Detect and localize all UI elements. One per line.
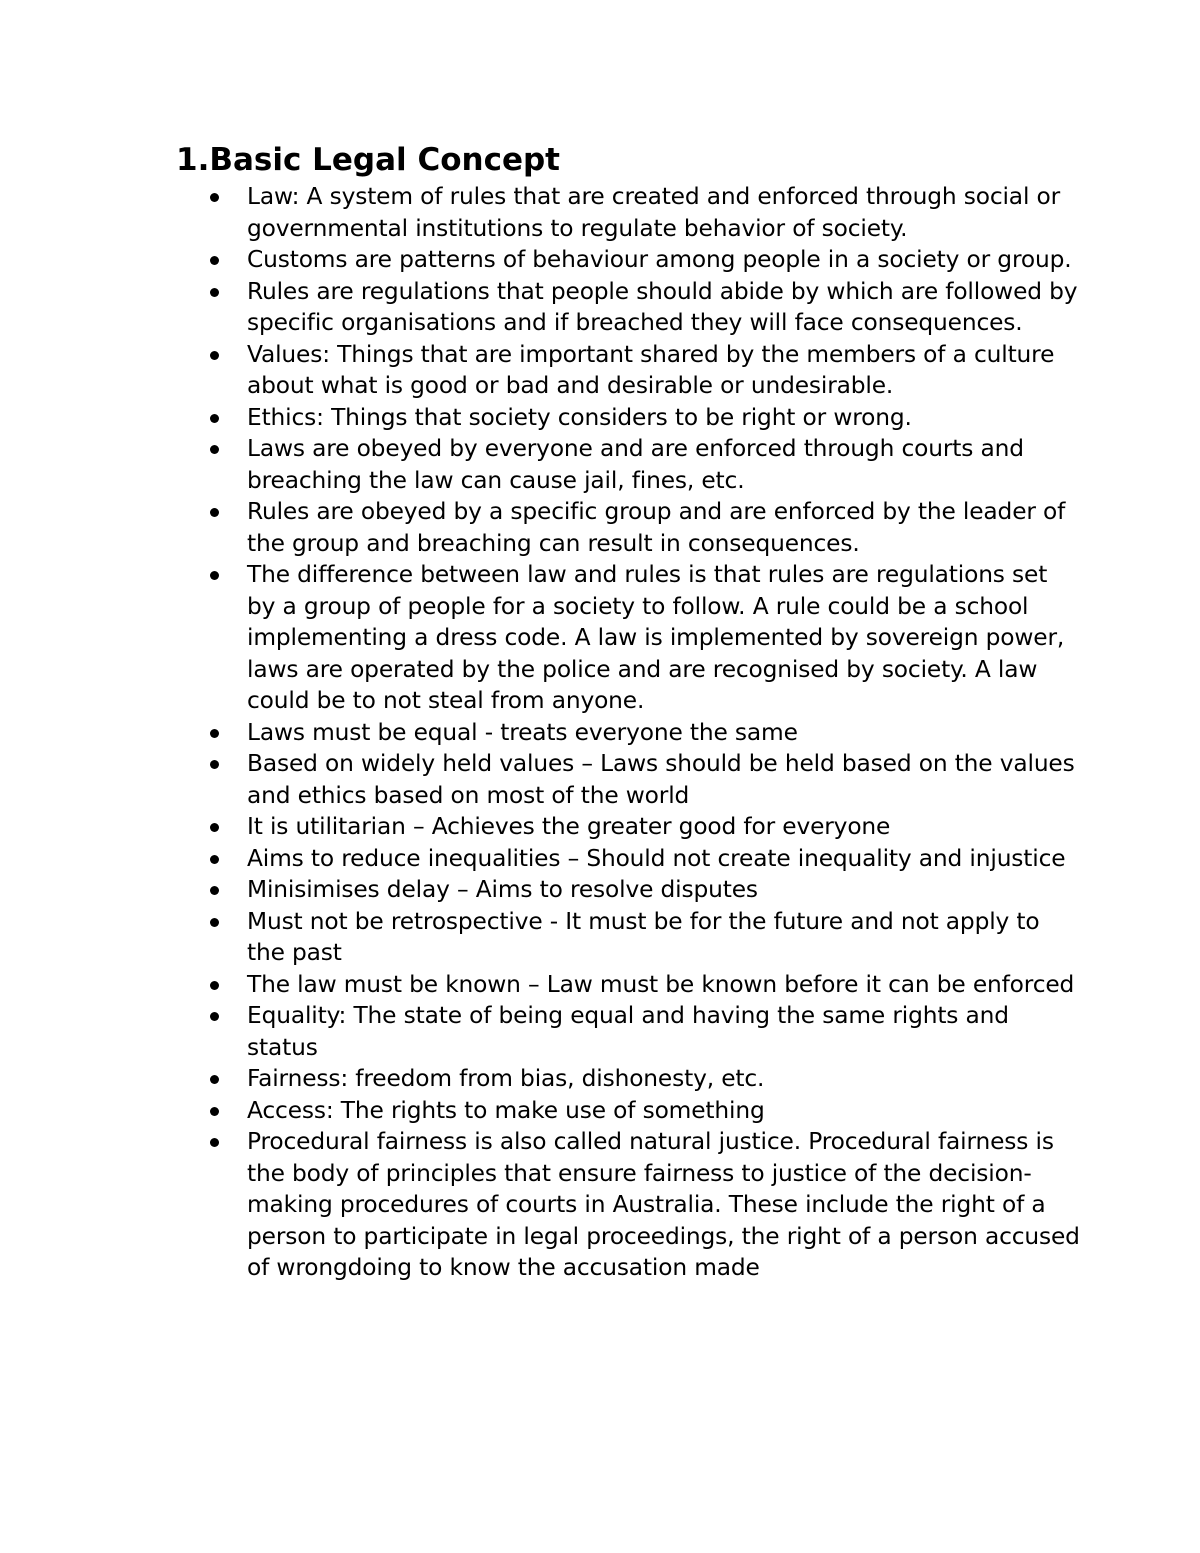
bullet-icon: [210, 729, 219, 738]
list-item-text: Laws must be equal - treats everyone the same: [247, 718, 798, 746]
bullet-icon: [210, 351, 219, 360]
list-item-text: Aims to reduce inequalities – Should not create inequality and injustice: [247, 844, 1066, 872]
list-item: [0, 1095, 1082, 1127]
list-item-text: Laws are obeyed by everyone and are enforced through courts and breaching the law can cause jail, fines, etc.: [247, 435, 1024, 494]
list-item: [0, 496, 1082, 559]
list-item-text: Equality: The state of being equal and having the same rights and status: [247, 1002, 1009, 1061]
bullet-icon: [210, 445, 219, 454]
list-item: [0, 748, 1082, 811]
section-number: 1.: [176, 142, 210, 178]
section-heading: [176, 140, 560, 180]
list-item: [0, 1000, 1082, 1063]
list-item-text: Fairness: freedom from bias, dishonesty, etc.: [247, 1065, 765, 1092]
list-item: [0, 244, 1082, 276]
list-item: [0, 717, 1082, 749]
section-title: Basic Legal Concept: [209, 142, 560, 178]
list-item-text: Law: A system of rules that are created and enforced through social or governmental institutions to regulate behavior of society.: [247, 183, 1061, 242]
bullet-icon: [210, 855, 219, 864]
list-item-text: Must not be retrospective - It must be for the future and not apply to the past: [247, 907, 1040, 966]
bullet-icon: [210, 1012, 219, 1021]
bullet-icon: [210, 886, 219, 895]
list-item-text: Procedural fairness is also called natural justice. Procedural fairness is the body of principles that ensure fairness to justice of the decision-making procedures of courts in Australia. These include the right of a person to participate in legal proceedings, the right of a person accused of wrongdoing to know the accusation made: [247, 1128, 1080, 1281]
list-item-text: The law must be known – Law must be known before it can be enforced: [247, 970, 1075, 998]
list-item-text: Rules are obeyed by a specific group and are enforced by the leader of the group and breaching can result in consequences.: [247, 498, 1066, 557]
list-item-text: Access: The rights to make use of something: [247, 1096, 765, 1124]
bullet-icon: [210, 256, 219, 265]
list-item-text: Values: Things that are important shared by the members of a culture about what is good or bad and desirable or undesirable.: [247, 340, 1055, 399]
list-item: [0, 402, 1082, 434]
list-item-text: Rules are regulations that people should abide by which are followed by specific organisations and if breached they will face consequences.: [247, 277, 1078, 336]
list-item: [0, 969, 1082, 1001]
list-item-text: It is utilitarian – Achieves the greater good for everyone: [247, 813, 891, 840]
list-item: [0, 1063, 1082, 1095]
list-item: [0, 1126, 1082, 1284]
list-item: [0, 843, 1082, 875]
bullet-icon: [210, 918, 219, 927]
list-item: [0, 811, 1082, 843]
bullet-icon: [210, 1107, 219, 1116]
bullet-list: [0, 181, 1200, 1284]
bullet-icon: [210, 1075, 219, 1084]
bullet-icon: [210, 760, 219, 769]
list-item: [0, 339, 1082, 402]
list-item: [0, 559, 1082, 717]
bullet-icon: [210, 193, 219, 202]
list-item: [0, 433, 1082, 496]
bullet-icon: [210, 508, 219, 517]
bullet-icon: [210, 981, 219, 990]
list-item: [0, 906, 1082, 969]
bullet-icon: [210, 414, 219, 423]
bullet-icon: [210, 571, 219, 580]
list-item-text: Customs are patterns of behaviour among people in a society or group.: [247, 246, 1072, 273]
list-item: [0, 276, 1082, 339]
list-item-text: Ethics: Things that society considers to be right or wrong.: [247, 403, 912, 431]
list-item: [0, 874, 1082, 906]
list-item-text: Minisimises delay – Aims to resolve disputes: [247, 876, 758, 903]
list-item-text: Based on widely held values – Laws should be held based on the values and ethics based on most of the world: [247, 750, 1075, 809]
bullet-icon: [210, 823, 219, 832]
list-item-text: The difference between law and rules is that rules are regulations set by a group of people for a society to follow. A rule could be a school implementing a dress code. A law is implemented by sovereign power, laws are operated by the police and are recognised by society. A law could be to not steal from anyone.: [247, 561, 1065, 714]
bullet-icon: [210, 288, 219, 297]
bullet-icon: [210, 1138, 219, 1147]
list-item: [0, 181, 1082, 244]
